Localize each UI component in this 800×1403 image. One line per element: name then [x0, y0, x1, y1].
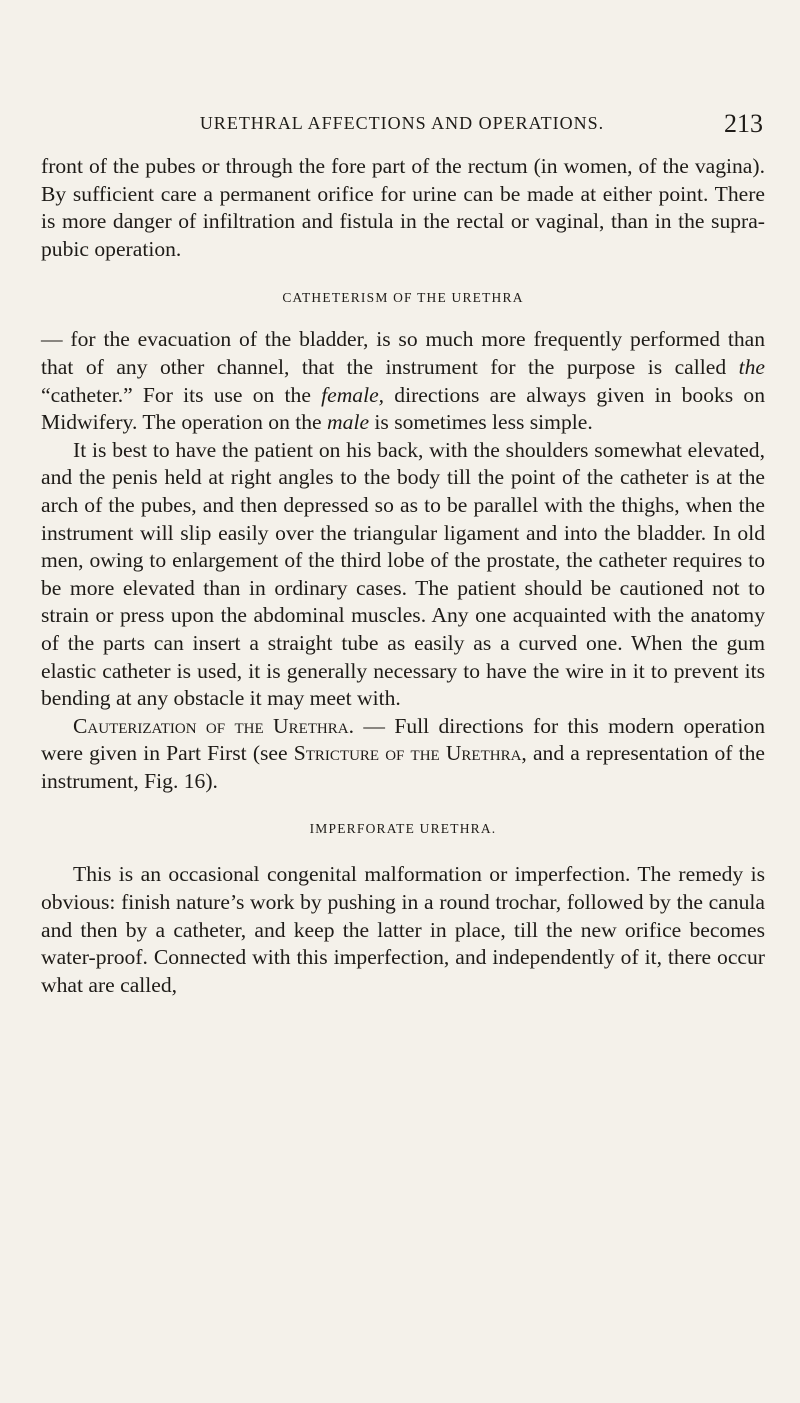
italic-run: female, — [321, 382, 385, 407]
page-header — [41, 109, 763, 141]
text-run: is sometimes less simple. — [369, 410, 593, 435]
text-run: “catheter.” For its use on the — [41, 382, 322, 407]
italic-run: male — [327, 410, 370, 435]
section-heading-catheterism: CATHETERISM OF THE URETHRA — [282, 290, 524, 306]
paragraph-technique: It is best to have the patient on his back, with the shoulders somewhat elevated, and the penis held at right angles to the body till the point of the catheter is at the arch of the pubes, and then depressed so as to be parallel with the thighs, when the instrument will slip easily over the triangular ligament and into the bladder. In old men, owing to enlargement of the third lobe of the prostate, the catheter requires to be more elevated than in ordinary cases. The patient should be cautioned not to strain or press upon the abdominal muscles. Any one acquainted with the anatomy of the parts can insert a straight tube as easily as a curved one. When the gum elastic catheter is used, it is generally necessary to have the wire in it to prevent its bending at any obstacle it may meet with. — [41, 437, 765, 711]
page-number: 213 — [724, 109, 763, 138]
paragraph-catheterism-intro — [41, 326, 765, 436]
paragraph-cauterization — [41, 713, 765, 796]
text-run: and a representation of the instrument, Fig. 16). — [41, 741, 765, 793]
running-head: URETHRAL AFFECTIONS AND OPERATIONS. — [199, 113, 605, 133]
text-run: — for the evacuation of the bladder, is so much more frequently performed than that of any other channel, that the instrument for the purpose is called — [41, 327, 765, 379]
page-body — [41, 153, 765, 999]
smallcaps-run: Cauterization of the Urethra. — [73, 713, 354, 738]
text-run: — Full directions for this modern operation were given in Part First (see — [41, 713, 765, 766]
paragraph-imperforate: This is an occasional congenital malformation or imperfection. The remedy is obvious: finish nature’s work by pushing in a round trochar, followed by the canula and then by a catheter, and keep the latter in place, till the new orifice becomes water-proof. Connected with this imperfection, and independently of it, there occur what are called, — [41, 862, 765, 997]
text-run: directions are always given in books on Midwifery. The operation on the — [41, 382, 765, 435]
section-heading-imperforate: IMPERFORATE URETHRA. — [309, 821, 497, 837]
smallcaps-run: Stricture of the Urethra, — [293, 741, 527, 766]
italic-run: the — [738, 354, 765, 379]
paragraph-continued: front of the pubes or through the fore part of the rectum (in women, of the vagina). By sufficient care a permanent orifice for urine can be made at either point. There is more danger of infiltration and fistula in the rectal or vaginal, than in the supra-pubic operation. — [41, 154, 765, 261]
